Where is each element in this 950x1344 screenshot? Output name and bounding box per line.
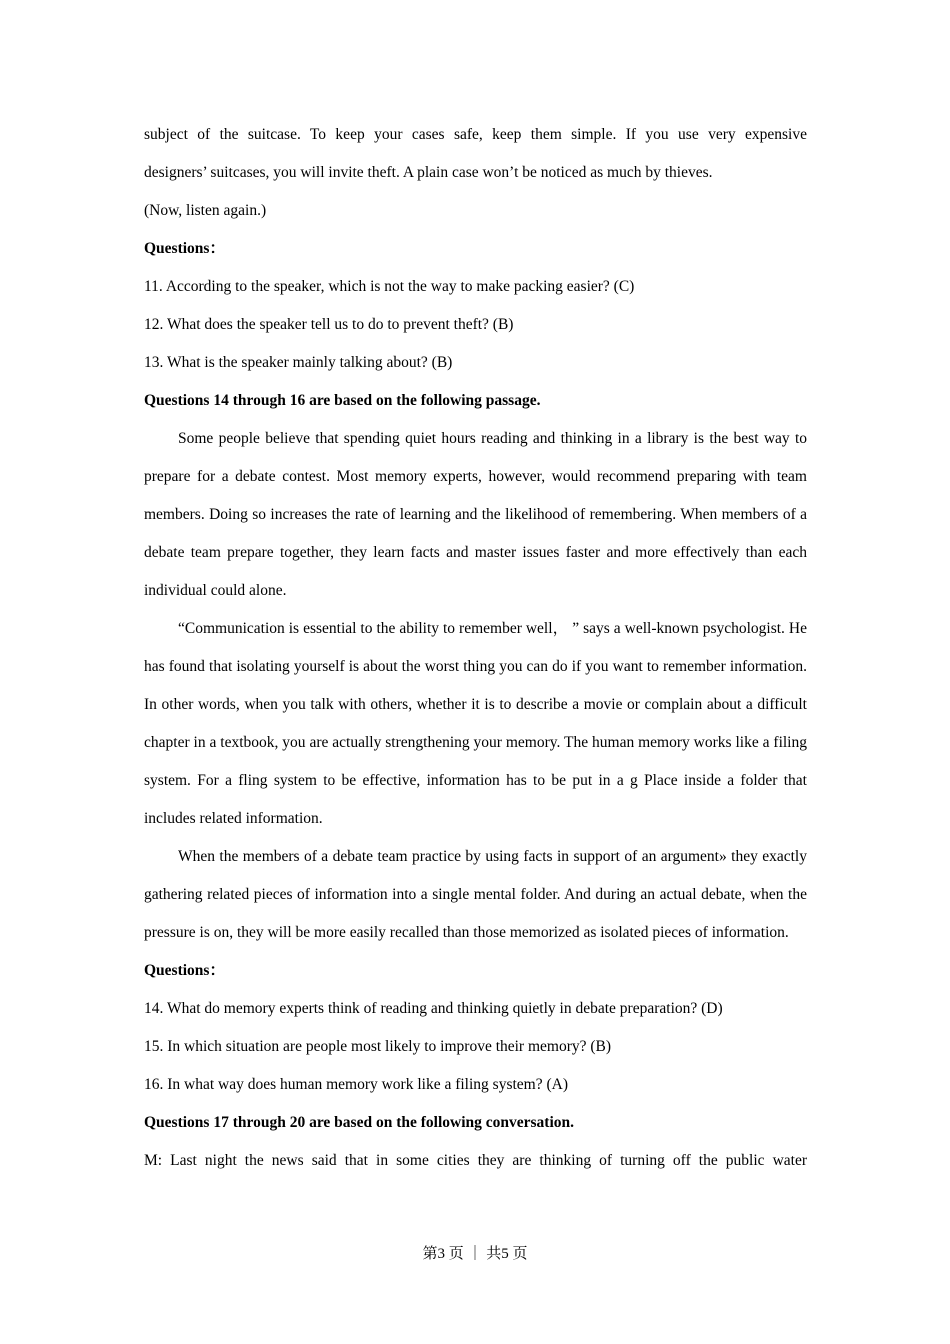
conversation-line-1: M: Last night the news said that in some cities they are thinking of turning off the public water <box>144 1152 807 1169</box>
passage-paragraph-1: Some people believe that spending quiet hours reading and thinking in a library is the best way to prepare for a debate contest. Most memory experts, however, would recommend preparing with team members. Doing so increases the rate of learning and the likelihood of remembering. When members of a debate team prepare together, they learn facts and master issues faster and more effectively than each individual could alone. <box>144 430 807 599</box>
listen-again-note: (Now, listen again.) <box>144 202 267 219</box>
passage-paragraph-3: When the members of a debate team practice by using facts in support of an argument» they exactly gathering related pieces of information into a single mental folder. And during an actual debate, when the pressure is on, they will be more easily recalled than those memorized as isolated pieces of information. <box>144 848 807 941</box>
question-11: 11. According to the speaker, which is not the way to make packing easier? (C) <box>144 278 635 295</box>
question-12: 12. What does the speaker tell us to do to prevent theft? (B) <box>144 316 514 333</box>
intro-line-1: subject of the suitcase. To keep your cases safe, keep them simple. If you use very expensive <box>144 126 807 143</box>
section-heading-14-16: Questions 14 through 16 are based on the following passage. <box>144 392 541 409</box>
intro-line-2: designers’ suitcases, you will invite theft. A plain case won’t be noticed as much by thieves. <box>144 164 713 181</box>
questions-label-2: Questions： <box>144 962 225 979</box>
section-heading-17-20: Questions 17 through 20 are based on the following conversation. <box>144 1114 575 1131</box>
question-15: 15. In which situation are people most likely to improve their memory? (B) <box>144 1038 612 1055</box>
questions-label-1: Questions： <box>144 240 225 257</box>
passage-paragraph-2: “Communication is essential to the ability to remember well， ” says a well-known psychologist. He has found that isolating yourself is about the worst thing you can do if you want to remember information. In other words, when you talk with others, whether it is to describe a movie or complain about a difficult chapter in a textbook, you are actually strengthening your memory. The human memory works like a filing system. For a fling system to be effective, information has to be put in a g Place inside a folder that includes related information. <box>144 620 807 827</box>
document-body <box>144 116 807 1180</box>
page-footer: 第3 页 ｜ 共5 页 <box>422 1246 528 1262</box>
question-16: 16. In what way does human memory work like a filing system? (A) <box>144 1076 569 1093</box>
question-13: 13. What is the speaker mainly talking about? (B) <box>144 354 453 371</box>
question-14: 14. What do memory experts think of reading and thinking quietly in debate preparation? (D) <box>144 1000 723 1017</box>
